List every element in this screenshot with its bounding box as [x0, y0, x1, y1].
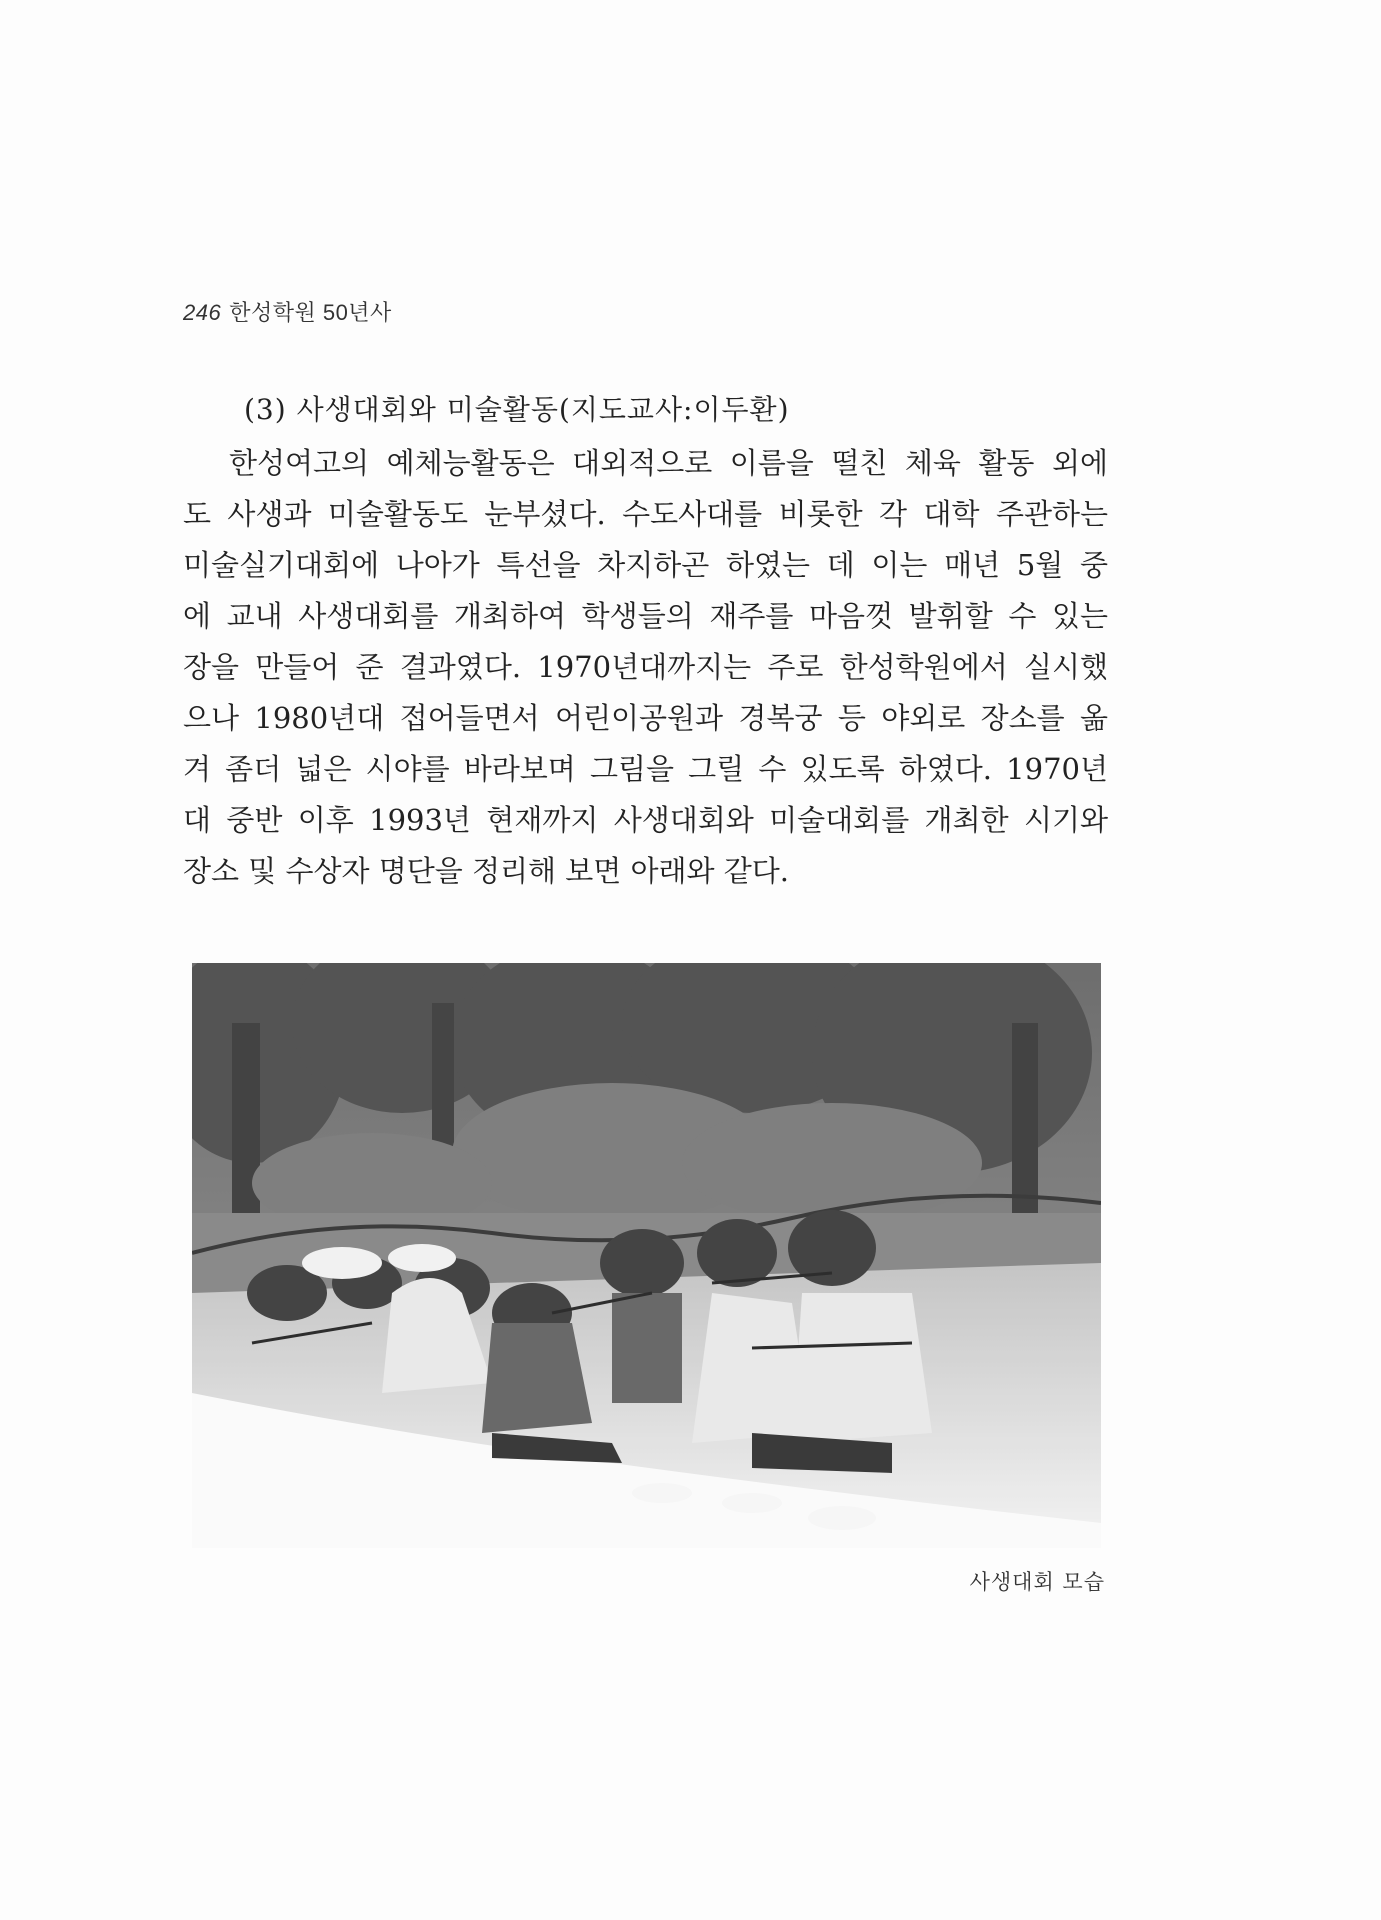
body-line: 에 교내 사생대회를 개최하여 학생들의 재주를 마음껏 발휘할 수 있는	[183, 599, 1108, 633]
figure-caption: 사생대회 모습	[969, 1570, 1105, 1594]
body-line: 대 중반 이후 1993년 현재까지 사생대회와 미술대회를 개최한 시기와	[183, 803, 1108, 837]
body-line: 장을 만들어 준 결과였다. 1970년대까지는 주로 한성학원에서 실시했	[183, 650, 1108, 684]
body-line: 한성여고의 예체능활동은 대외적으로 이름을 떨친 체육 활동 외에	[229, 446, 1108, 480]
running-head	[183, 296, 392, 327]
photo-illustration	[192, 963, 1101, 1548]
page-number: 246	[183, 300, 222, 325]
book-title: 한성학원 50년사	[229, 300, 392, 325]
body-line: 으나 1980년대 접어들면서 어린이공원과 경복궁 등 야외로 장소를 옮	[183, 701, 1108, 735]
section-heading: (3) 사생대회와 미술활동(지도교사:이두환)	[244, 393, 790, 426]
photo-grain	[192, 963, 1101, 1548]
body-line: 미술실기대회에 나아가 특선을 차지하곤 하였는 데 이는 매년 5월 중	[183, 548, 1108, 582]
body-paragraph	[183, 438, 1108, 897]
body-line: 도 사생과 미술활동도 눈부셨다. 수도사대를 비롯한 각 대학 주관하는	[183, 497, 1108, 531]
body-line: 겨 좀더 넓은 시야를 바라보며 그림을 그릴 수 있도록 하였다. 1970년	[183, 752, 1108, 786]
body-line: 장소 및 수상자 명단을 정리해 보면 아래와 같다.	[183, 854, 790, 888]
sketching-contest-photo	[192, 963, 1101, 1548]
